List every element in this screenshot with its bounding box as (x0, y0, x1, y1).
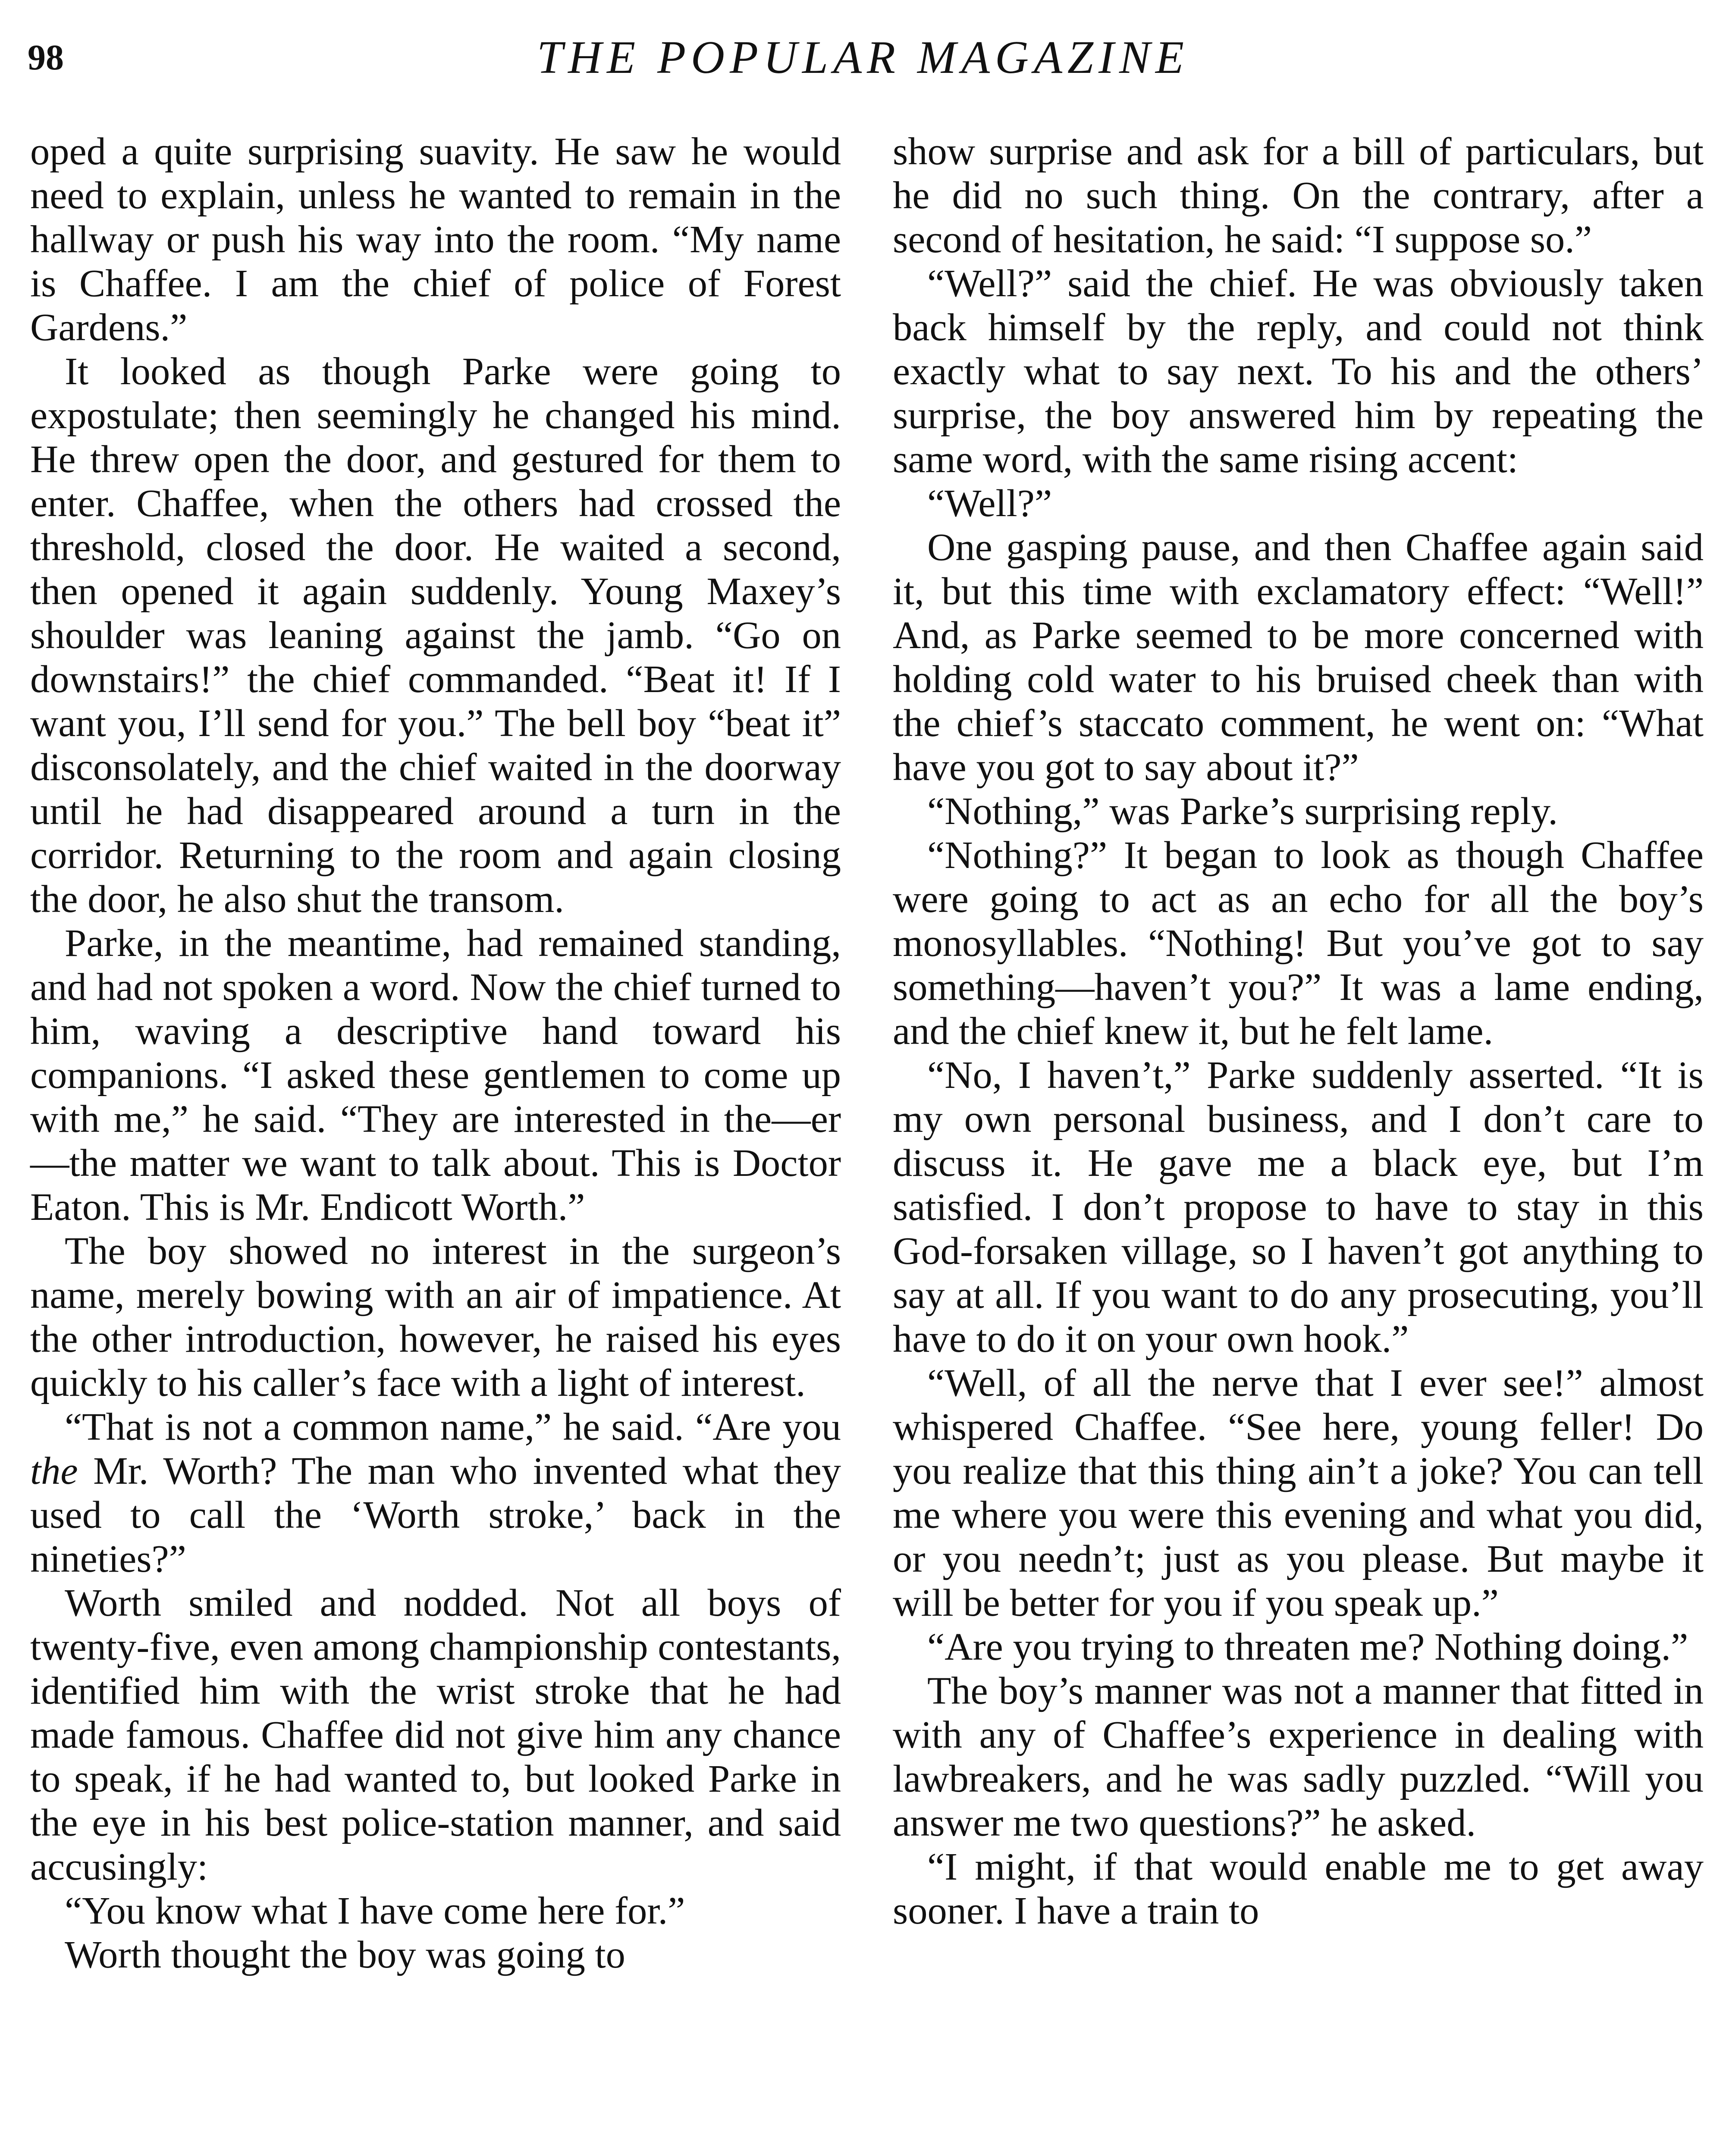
paragraph: It looked as though Parke were going to expostulate; then seemingly he changed his mind. He threw open the door, and gestured for them to enter. Chaffee, when the others had crossed the threshold, closed the door. He waited a second, then opened it again suddenly. Young Maxey’s shoulder was leaning against the jamb. “Go on downstairs!” the chief commanded. “Beat it! If I want you, I’ll send for you.” The bell boy “beat it” disconsolately, and the chief waited in the doorway until he had disappeared around a turn in the corridor. Returning to the room and again closing the door, he also shut the transom. (30, 349, 841, 921)
paragraph: “Are you trying to threaten me? Nothing doing.” (927, 1625, 1688, 1668)
paragraph: show surprise and ask for a bill of particulars, but he did no such thing. On the contrary, after a second of hesitation, he said: “I suppose so.” (893, 129, 1704, 261)
paragraph: “No, I haven’t,” Parke suddenly asserted. “It is my own personal business, and I don’t care to discuss it. He gave me a black eye, but I’m satisfied. I don’t propose to have to stay in this God-forsaken village, so I haven’t got anything to say at all. If you want to do any prosecuting, you’ll have to do it on your own hook.” (893, 1053, 1704, 1360)
paragraph: “Well, of all the nerve that I ever see!” almost whispered Chaffee. “See here, young feller! Do you realize that this thing ain’t a joke? You can tell me where you were this evening and what you did, or you needn’t; just as you please. But maybe it will be better for you if you speak up.” (893, 1361, 1704, 1624)
paragraph: “Nothing?” It began to look as though Chaffee were going to act as an echo for all the boy’s monosyllables. “Nothing! But you’ve got to say something—haven’t you?” It was a lame ending, and the chief knew it, but he felt lame. (893, 833, 1704, 1053)
paragraph: “You know what I have come here for.” (65, 1889, 685, 1932)
paragraph: “Well?” said the chief. He was obviously taken back himself by the reply, and could not think exactly what to say next. To his and the others’ surprise, the boy answered him by repeating the same word, with the same rising accent: (893, 261, 1704, 481)
paragraph: “Nothing,” was Parke’s surprising reply. (927, 789, 1558, 833)
paragraph: “Well?” (927, 481, 1052, 525)
paragraph-text: “That is not a common name,” he said. “Are you (65, 1405, 841, 1448)
paragraph: Worth smiled and nodded. Not all boys of twenty-five, even among championship contestants, identified him with the wrist stroke that he had made famous. Chaffee did not give him any chance to speak, if he had wanted to, but looked Parke in the eye in his best police-station manner, and said accusingly: (30, 1581, 841, 1888)
paragraph: One gasping pause, and then Chaffee again said it, but this time with exclamatory effect: “Well!” And, as Parke seemed to be more concerned with holding cold water to his bruised cheek than with the chief’s staccato comment, he went on: “What have you got to say about it?” (893, 525, 1704, 789)
paragraph: The boy showed no interest in the surgeon’s name, merely bowing with an air of impatience. At the other introduction, however, he raised his eyes quickly to his caller’s face with a light of interest. (30, 1229, 841, 1404)
right-column (893, 129, 1704, 1933)
emphasized-word: the (30, 1449, 78, 1492)
left-column (30, 129, 841, 1977)
paragraph: Worth thought the boy was going to (65, 1933, 625, 1976)
running-head: THE POPULAR MAGAZINE (537, 32, 1189, 83)
paragraph: Parke, in the meantime, had remained standing, and had not spoken a word. Now the chief turned to him, waving a descriptive hand toward his companions. “I asked these gentlemen to come up with me,” he said. “They are interested in the—er—the matter we want to talk about. This is Doctor Eaton. This is Mr. Endicott Worth.” (30, 921, 841, 1228)
page-number: 98 (28, 38, 64, 78)
paragraph: The boy’s manner was not a manner that fitted in with any of Chaffee’s experience in dealing with lawbreakers, and he was sadly puzzled. “Will you answer me two questions?” he asked. (893, 1669, 1704, 1844)
paragraph-text: Mr. Worth? The man who invented what they used to call the ‘Worth stroke,’ back in the nineties?” (30, 1449, 841, 1580)
paragraph: oped a quite surprising suavity. He saw he would need to explain, unless he wanted to remain in the hallway or push his way into the room. “My name is Chaffee. I am the chief of police of Forest Gardens.” (30, 129, 841, 349)
paragraph (30, 1405, 841, 1581)
paragraph: “I might, if that would enable me to get away sooner. I have a train to (893, 1845, 1704, 1932)
